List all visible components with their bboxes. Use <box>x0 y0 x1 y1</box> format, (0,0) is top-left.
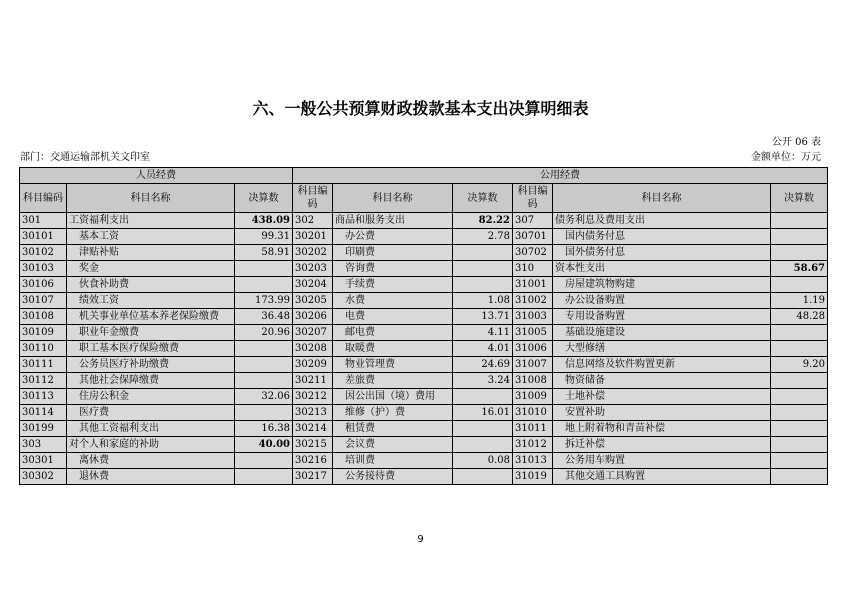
subject-code-cell: 31003 <box>513 309 553 325</box>
unit-label: 金额单位：万元 <box>751 152 821 163</box>
amount-cell <box>453 389 513 405</box>
amount-cell: 4.11 <box>453 325 513 341</box>
subject-code-cell: 30112 <box>20 373 67 389</box>
amount-cell <box>771 389 828 405</box>
subject-name-cell: 物业管理费 <box>333 357 453 373</box>
page-title: 六、一般公共预算财政拨款基本支出决算明细表 <box>252 99 589 118</box>
subject-name-cell: 租赁费 <box>333 421 453 437</box>
subject-code-cell: 31001 <box>513 277 553 293</box>
subject-name-cell: 手续费 <box>333 277 453 293</box>
table-row <box>20 293 828 309</box>
subject-name-cell: 绩效工资 <box>67 293 235 309</box>
subject-name-cell: 水费 <box>333 293 453 309</box>
amount-cell <box>235 277 293 293</box>
subject-code-cell: 30206 <box>293 309 333 325</box>
subject-code-cell: 30114 <box>20 405 67 421</box>
amount-cell <box>771 213 828 229</box>
subject-code-cell: 31009 <box>513 389 553 405</box>
subject-code-cell: 31005 <box>513 325 553 341</box>
amount-cell <box>235 341 293 357</box>
subject-name-cell: 差旅费 <box>333 373 453 389</box>
subject-code-cell: 30106 <box>20 277 67 293</box>
subject-name-cell: 物资储备 <box>553 373 771 389</box>
subject-name-cell: 基础设施建设 <box>553 325 771 341</box>
subject-code-cell: 303 <box>20 437 67 453</box>
subject-name-cell: 住房公积金 <box>67 389 235 405</box>
subject-name-cell: 奖金 <box>67 261 235 277</box>
subject-code-cell: 30207 <box>293 325 333 341</box>
column-header-amount: 决算数 <box>235 184 293 213</box>
subject-code-cell: 301 <box>20 213 67 229</box>
amount-cell: 16.01 <box>453 405 513 421</box>
department-label: 部门：交通运输部机关文印室 <box>20 152 150 163</box>
subject-code-cell: 30212 <box>293 389 333 405</box>
subject-code-cell: 30213 <box>293 405 333 421</box>
subject-name-cell: 地上附着物和青苗补偿 <box>553 421 771 437</box>
subject-name-cell: 职工基本医疗保险缴费 <box>67 341 235 357</box>
subject-name-cell: 国内债务付息 <box>553 229 771 245</box>
amount-cell: 58.67 <box>771 261 828 277</box>
subject-name-cell: 取暖费 <box>333 341 453 357</box>
column-header-code: 科目编码 <box>513 184 553 213</box>
subject-name-cell: 公务用车购置 <box>553 453 771 469</box>
amount-cell <box>771 405 828 421</box>
amount-cell <box>235 357 293 373</box>
subject-code-cell: 30302 <box>20 469 67 485</box>
subject-name-cell: 资本性支出 <box>553 261 771 277</box>
subject-name-cell: 维修（护）费 <box>333 405 453 421</box>
subject-name-cell: 其他交通工具购置 <box>553 469 771 485</box>
subject-code-cell: 31006 <box>513 341 553 357</box>
amount-cell <box>453 245 513 261</box>
table-row <box>20 325 828 341</box>
amount-cell <box>771 245 828 261</box>
table-row <box>20 229 828 245</box>
amount-cell: 4.01 <box>453 341 513 357</box>
subject-code-cell: 31012 <box>513 437 553 453</box>
column-header-name: 科目名称 <box>333 184 453 213</box>
amount-cell <box>235 405 293 421</box>
amount-cell: 20.96 <box>235 325 293 341</box>
amount-cell <box>771 373 828 389</box>
table-row <box>20 341 828 357</box>
subject-name-cell: 工资福利支出 <box>67 213 235 229</box>
table-row <box>20 261 828 277</box>
subject-code-cell: 30107 <box>20 293 67 309</box>
table-row <box>20 357 828 373</box>
column-header-code: 科目编码 <box>20 184 67 213</box>
subject-code-cell: 30109 <box>20 325 67 341</box>
subject-name-cell: 印刷费 <box>333 245 453 261</box>
subject-code-cell: 31019 <box>513 469 553 485</box>
amount-cell: 13.71 <box>453 309 513 325</box>
table-row <box>20 373 828 389</box>
amount-cell <box>771 437 828 453</box>
subject-name-cell: 电费 <box>333 309 453 325</box>
amount-cell: 3.24 <box>453 373 513 389</box>
amount-cell <box>235 373 293 389</box>
subject-code-cell: 30102 <box>20 245 67 261</box>
table-row <box>20 245 828 261</box>
subject-code-cell: 31007 <box>513 357 553 373</box>
subject-name-cell: 机关事业单位基本养老保险缴费 <box>67 309 235 325</box>
subject-name-cell: 咨询费 <box>333 261 453 277</box>
subject-code-cell: 31010 <box>513 405 553 421</box>
public-expense-header: 公用经费 <box>293 168 828 184</box>
column-header-name: 科目名称 <box>67 184 235 213</box>
subject-code-cell: 30215 <box>293 437 333 453</box>
table-row <box>20 309 828 325</box>
amount-cell <box>453 437 513 453</box>
column-header-name: 科目名称 <box>553 184 771 213</box>
subject-code-cell: 30216 <box>293 453 333 469</box>
amount-cell: 58.91 <box>235 245 293 261</box>
column-header-code: 科目编码 <box>293 184 333 213</box>
amount-cell <box>235 261 293 277</box>
subject-code-cell: 30217 <box>293 469 333 485</box>
amount-cell <box>771 469 828 485</box>
subject-name-cell: 离休费 <box>67 453 235 469</box>
subject-name-cell: 专用设备购置 <box>553 309 771 325</box>
form-number: 公开 06 表 <box>771 137 821 148</box>
subject-name-cell: 商品和服务支出 <box>333 213 453 229</box>
amount-cell: 2.78 <box>453 229 513 245</box>
subject-name-cell: 医疗费 <box>67 405 235 421</box>
amount-cell <box>453 277 513 293</box>
subject-code-cell: 30101 <box>20 229 67 245</box>
subject-code-cell: 31011 <box>513 421 553 437</box>
subject-name-cell: 伙食补助费 <box>67 277 235 293</box>
table-row <box>20 389 828 405</box>
amount-cell: 99.31 <box>235 229 293 245</box>
page-number: 9 <box>417 534 424 545</box>
amount-cell <box>771 229 828 245</box>
subject-name-cell: 安置补助 <box>553 405 771 421</box>
subject-code-cell: 30701 <box>513 229 553 245</box>
column-header-amount: 决算数 <box>453 184 513 213</box>
subject-name-cell: 公务员医疗补助缴费 <box>67 357 235 373</box>
subject-name-cell: 公务接待费 <box>333 469 453 485</box>
subject-code-cell: 30211 <box>293 373 333 389</box>
amount-cell: 32.06 <box>235 389 293 405</box>
subject-code-cell: 30204 <box>293 277 333 293</box>
table-row <box>20 469 828 485</box>
subject-code-cell: 30111 <box>20 357 67 373</box>
amount-cell: 1.19 <box>771 293 828 309</box>
subject-code-cell: 307 <box>513 213 553 229</box>
amount-cell: 48.28 <box>771 309 828 325</box>
column-header-amount: 决算数 <box>771 184 828 213</box>
subject-code-cell: 31008 <box>513 373 553 389</box>
subject-name-cell: 房屋建筑物购建 <box>553 277 771 293</box>
amount-cell: 438.09 <box>235 213 293 229</box>
subject-code-cell: 31002 <box>513 293 553 309</box>
amount-cell: 36.48 <box>235 309 293 325</box>
subject-name-cell: 信息网络及软件购置更新 <box>553 357 771 373</box>
amount-cell: 0.08 <box>453 453 513 469</box>
subject-code-cell: 30208 <box>293 341 333 357</box>
subject-name-cell: 基本工资 <box>67 229 235 245</box>
table-row <box>20 405 828 421</box>
amount-cell <box>453 469 513 485</box>
subject-code-cell: 30205 <box>293 293 333 309</box>
subject-code-cell: 30201 <box>293 229 333 245</box>
subject-name-cell: 其他工资福利支出 <box>67 421 235 437</box>
subject-code-cell: 30214 <box>293 421 333 437</box>
amount-cell <box>771 325 828 341</box>
table-row <box>20 453 828 469</box>
amount-cell: 24.69 <box>453 357 513 373</box>
subject-name-cell: 其他社会保障缴费 <box>67 373 235 389</box>
subject-code-cell: 30108 <box>20 309 67 325</box>
amount-cell <box>235 453 293 469</box>
amount-cell <box>771 277 828 293</box>
amount-cell <box>771 421 828 437</box>
subject-name-cell: 邮电费 <box>333 325 453 341</box>
subject-code-cell: 30203 <box>293 261 333 277</box>
subject-name-cell: 津贴补贴 <box>67 245 235 261</box>
subject-name-cell: 办公费 <box>333 229 453 245</box>
table-row <box>20 421 828 437</box>
expenditure-table <box>19 167 828 485</box>
subject-name-cell: 职业年金缴费 <box>67 325 235 341</box>
amount-cell <box>771 453 828 469</box>
subject-code-cell: 30209 <box>293 357 333 373</box>
subject-code-cell: 30103 <box>20 261 67 277</box>
table-row <box>20 213 828 229</box>
subject-code-cell: 302 <box>293 213 333 229</box>
subject-code-cell: 30202 <box>293 245 333 261</box>
amount-cell: 82.22 <box>453 213 513 229</box>
subject-name-cell: 对个人和家庭的补助 <box>67 437 235 453</box>
amount-cell: 173.99 <box>235 293 293 309</box>
subject-code-cell: 30702 <box>513 245 553 261</box>
subject-name-cell: 拆迁补偿 <box>553 437 771 453</box>
amount-cell <box>453 261 513 277</box>
amount-cell: 9.20 <box>771 357 828 373</box>
subject-name-cell: 办公设备购置 <box>553 293 771 309</box>
subject-code-cell: 30301 <box>20 453 67 469</box>
subject-name-cell: 退休费 <box>67 469 235 485</box>
subject-name-cell: 土地补偿 <box>553 389 771 405</box>
subject-name-cell: 债务利息及费用支出 <box>553 213 771 229</box>
amount-cell <box>453 421 513 437</box>
amount-cell: 1.08 <box>453 293 513 309</box>
amount-cell <box>235 469 293 485</box>
table-row <box>20 277 828 293</box>
subject-code-cell: 30199 <box>20 421 67 437</box>
subject-code-cell: 30110 <box>20 341 67 357</box>
subject-name-cell: 因公出国（境）费用 <box>333 389 453 405</box>
amount-cell: 16.38 <box>235 421 293 437</box>
subject-code-cell: 310 <box>513 261 553 277</box>
amount-cell <box>771 341 828 357</box>
subject-code-cell: 31013 <box>513 453 553 469</box>
subject-name-cell: 大型修缮 <box>553 341 771 357</box>
subject-code-cell: 30113 <box>20 389 67 405</box>
subject-name-cell: 培训费 <box>333 453 453 469</box>
subject-name-cell: 国外债务付息 <box>553 245 771 261</box>
table-row <box>20 437 828 453</box>
subject-name-cell: 会议费 <box>333 437 453 453</box>
personnel-expense-header: 人员经费 <box>20 168 293 184</box>
amount-cell: 40.00 <box>235 437 293 453</box>
